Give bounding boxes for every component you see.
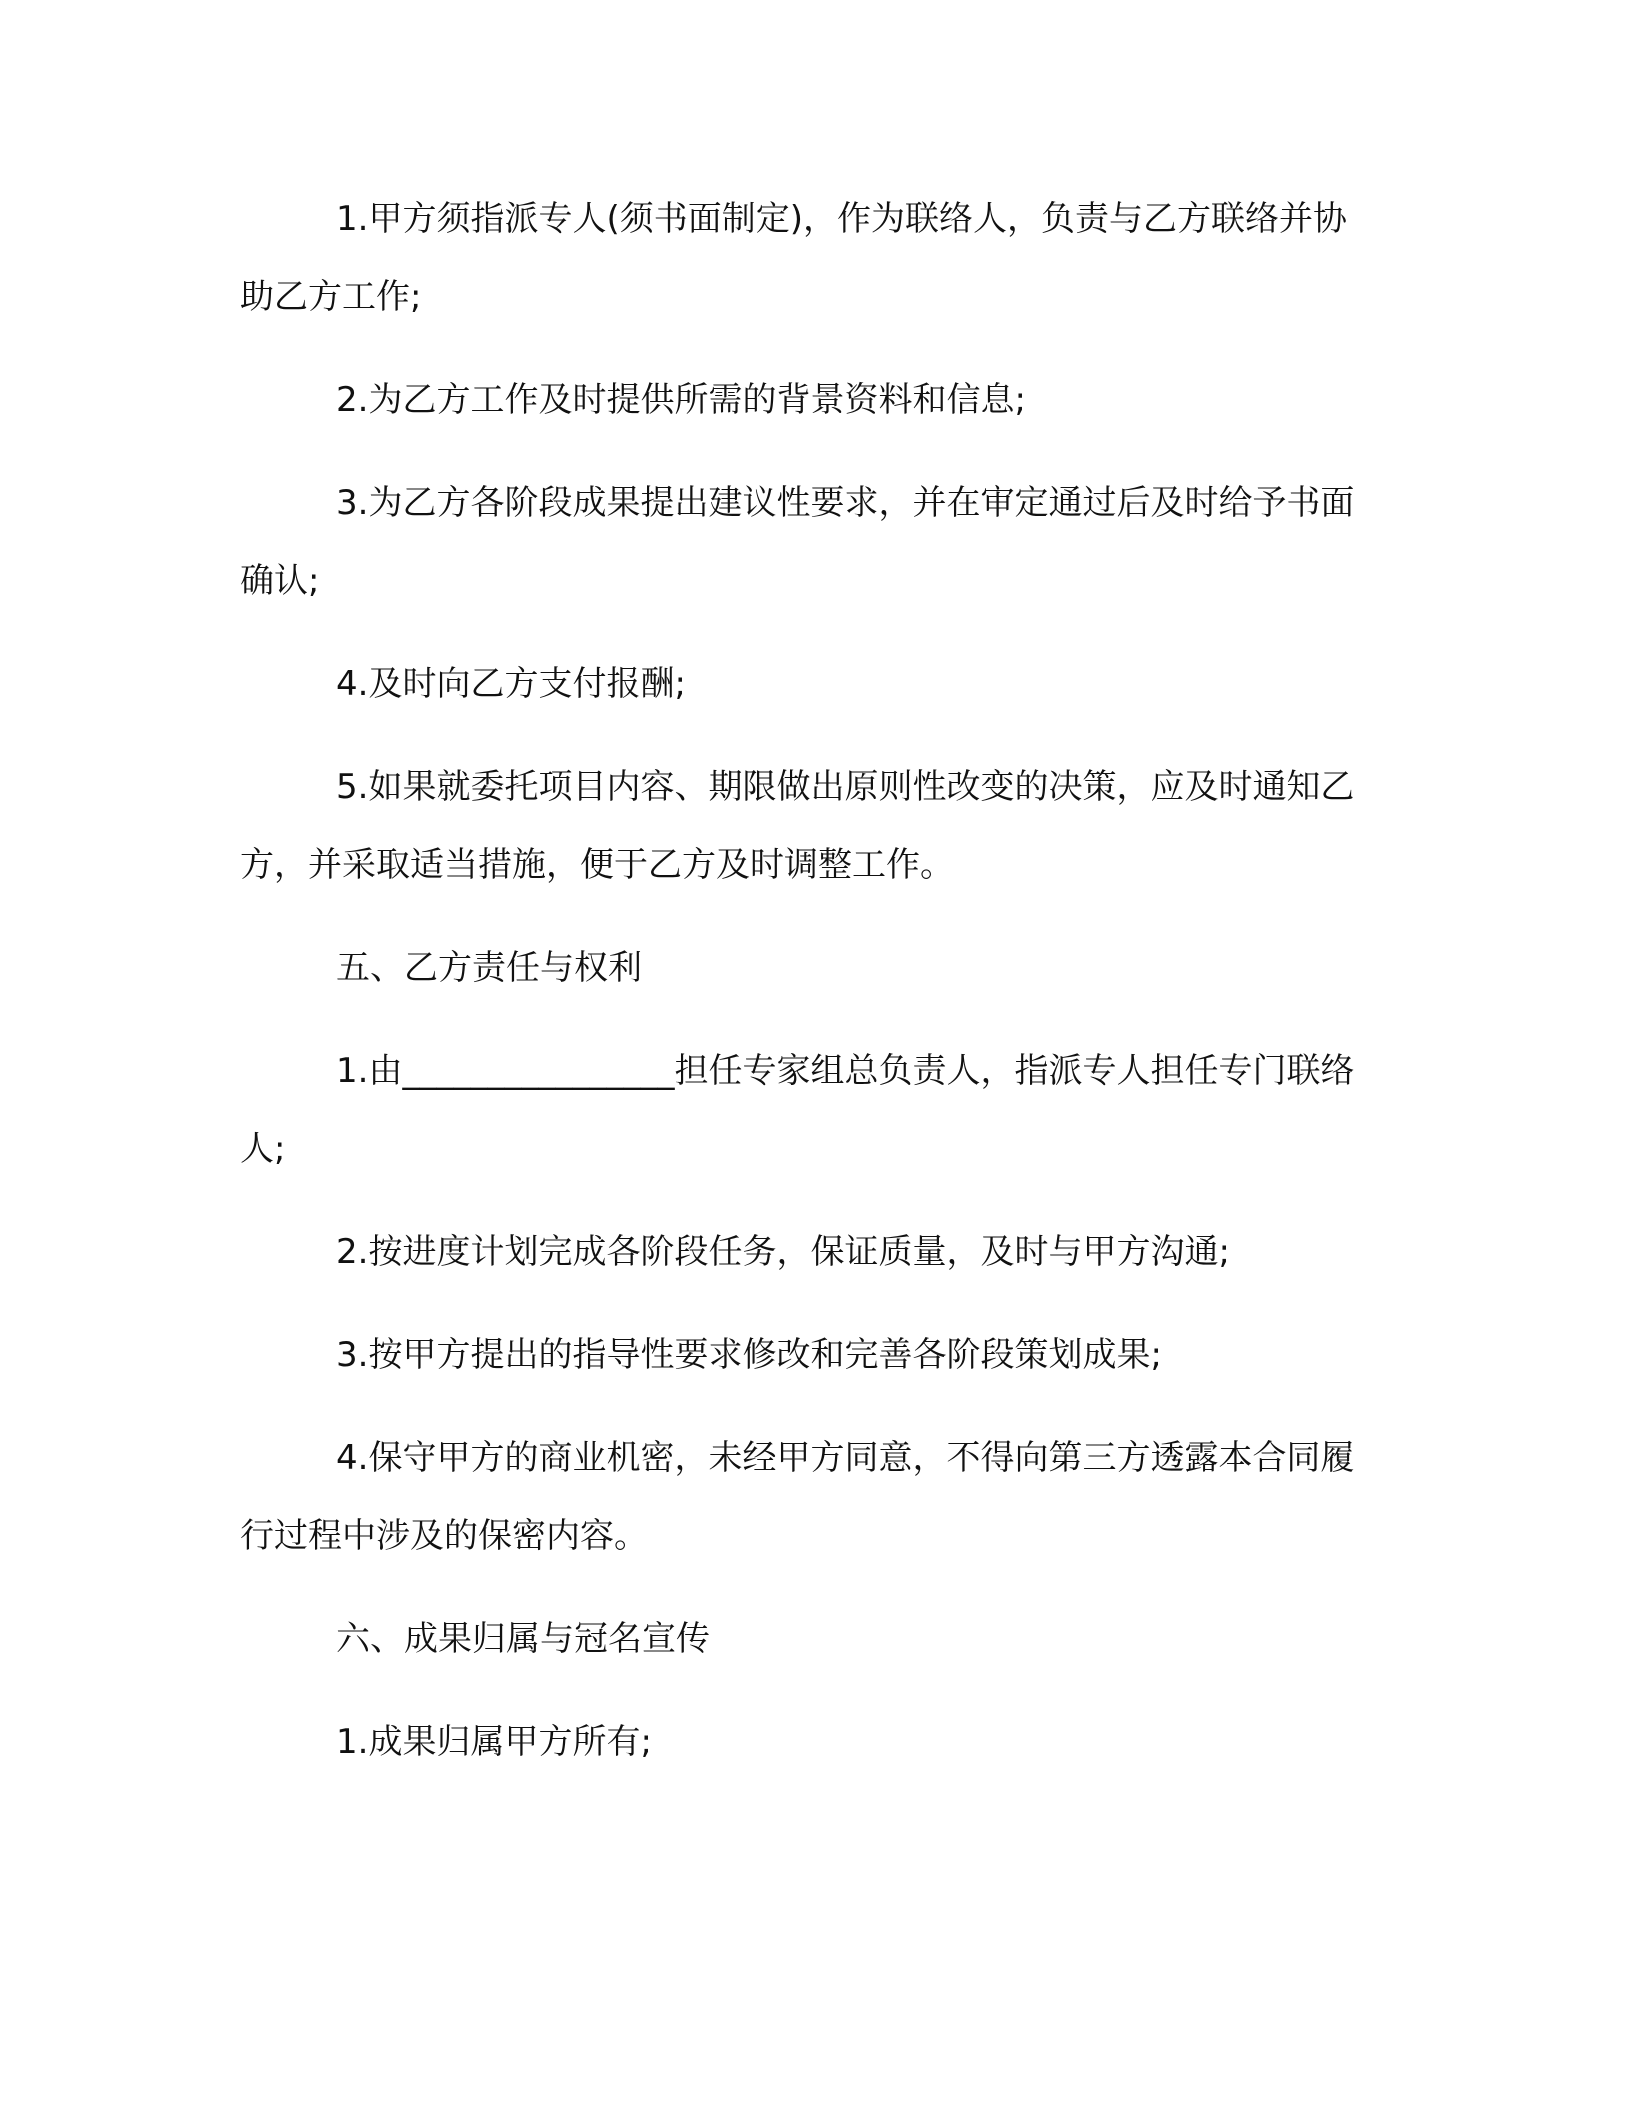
clause-ownership: 1.成果归属甲方所有;	[336, 1722, 652, 1762]
clause-party-b-revisions: 3.按甲方提出的指导性要求修改和完善各阶段策划成果;	[336, 1335, 1162, 1375]
section-heading-ownership: 六、成果归属与冠名宣传	[336, 1619, 710, 1659]
clause-party-a-notification: 5.如果就委托项目内容、期限做出原则性改变的决策，应及时通知乙方，并采取适当措施，便于乙方及时调整工作。	[240, 767, 1355, 885]
clause-party-a-payment: 4.及时向乙方支付报酬;	[336, 664, 686, 704]
clause-party-a-materials: 2.为乙方工作及时提供所需的背景资料和信息;	[336, 380, 1026, 420]
clause-party-b-confidentiality: 4.保守甲方的商业机密，未经甲方同意，不得向第三方透露本合同履行过程中涉及的保密内容。	[240, 1438, 1355, 1556]
clause-party-a-confirmation: 3.为乙方各阶段成果提出建议性要求，并在审定通过后及时给予书面确认;	[240, 483, 1355, 601]
clause-party-b-lead: 1.由________________担任专家组总负责人，指派专人担任专门联络人;	[240, 1051, 1355, 1169]
clause-party-a-liaison: 1.甲方须指派专人(须书面制定)，作为联络人，负责与乙方联络并协助乙方工作;	[240, 199, 1347, 317]
document-body	[240, 180, 1380, 1806]
section-heading-party-b: 五、乙方责任与权利	[336, 948, 642, 988]
clause-party-b-schedule: 2.按进度计划完成各阶段任务，保证质量，及时与甲方沟通;	[336, 1232, 1230, 1272]
